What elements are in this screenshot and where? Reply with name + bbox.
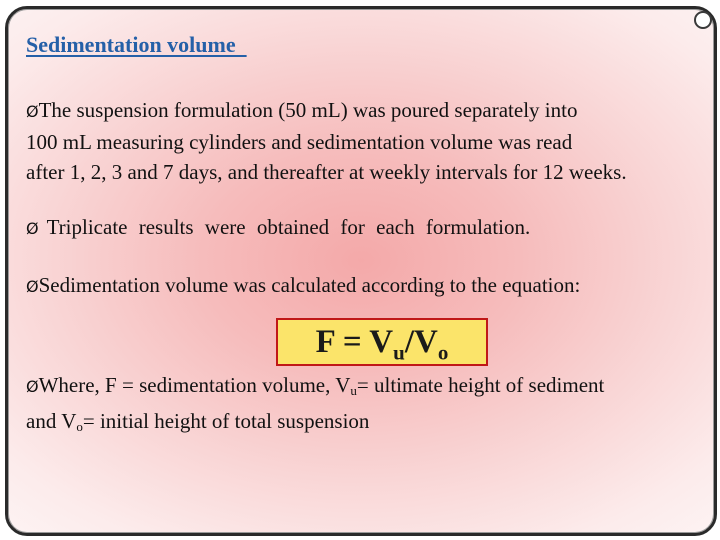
paragraph-definitions	[26, 370, 716, 442]
procedure-line-3: after 1, 2, 3 and 7 days, and thereafter at weekly intervals for 12 weeks.	[26, 160, 627, 184]
formula-box	[276, 318, 488, 366]
definition-part-1: Where, F = sedimentation volume, V	[38, 373, 351, 397]
definition-sub-o: o	[76, 419, 83, 434]
paragraph-equation-intro	[26, 270, 716, 302]
definition-part-3: and V	[26, 409, 77, 433]
arrow-bullet-icon: Ø	[26, 102, 39, 121]
paragraph-procedure	[26, 95, 716, 187]
procedure-line-1: The suspension formulation (50 mL) was poured separately into	[38, 98, 578, 122]
equation-intro-text: Sedimentation volume was calculated according to the equation:	[38, 273, 581, 297]
formula-slash: /V	[404, 324, 438, 360]
formula-sub-o: o	[437, 340, 449, 365]
definition-sub-u: u	[350, 383, 357, 398]
arrow-bullet-icon: Ø	[26, 277, 39, 296]
definition-part-2: = ultimate height of sediment	[356, 373, 605, 397]
formula-sub-u: u	[393, 340, 405, 365]
slide-title: Sedimentation volume	[26, 32, 247, 57]
corner-circle-icon	[694, 11, 712, 29]
triplicate-text: Triplicate results were obtained for each formulation.	[46, 215, 531, 239]
formula-lhs: F = V	[315, 324, 394, 360]
procedure-line-2: 100 mL measuring cylinders and sedimentation volume was read	[26, 130, 573, 154]
arrow-bullet-icon: Ø	[26, 377, 39, 396]
arrow-bullet-icon: Ø	[26, 219, 39, 238]
paragraph-triplicate	[26, 212, 716, 244]
definition-part-4: = initial height of total suspension	[82, 409, 370, 433]
